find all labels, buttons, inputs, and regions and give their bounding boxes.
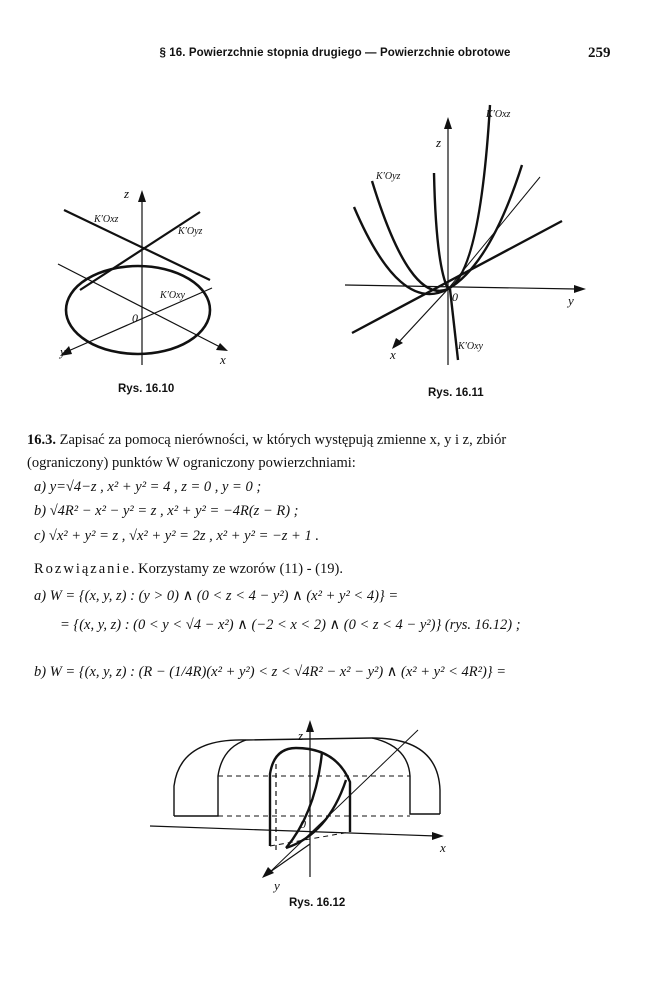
solution-heading: Rozwiązanie xyxy=(34,561,131,577)
fig10-x-label: x xyxy=(220,352,226,367)
caption-16-11: Rys. 16.11 xyxy=(428,387,484,399)
fig11-x-label: x xyxy=(390,347,396,362)
figure-16-11 xyxy=(340,95,590,380)
fig10-y-label: y xyxy=(60,344,66,359)
solution-intro: Rozwiązanie. Korzystamy ze wzorów (11) - (19). xyxy=(34,561,343,577)
exercise-statement-line1: 16.3. Zapisać za pomocą nierówności, w których występują zmienne x, y i z, zbiór xyxy=(27,432,507,448)
running-header: § 16. Powierzchnie stopnia drugiego — Powierzchnie obrotowe xyxy=(159,47,511,59)
fig10-koxz-label: K′Oxz xyxy=(94,214,119,225)
exercise-case-c: c) √x² + y² = z , √x² + y² = 2z , x² + y² = −z + 1 . xyxy=(34,528,319,544)
fig10-z-label: z xyxy=(124,186,130,201)
exercise-case-b: b) √4R² − x² − y² = z , x² + y² = −4R(z − R) ; xyxy=(34,503,299,519)
fig11-koyz-label: K′Oyz xyxy=(376,171,401,182)
fig10-koyz-label: K′Oyz xyxy=(178,226,203,237)
fig12-z-label: z xyxy=(298,728,304,743)
solution-a-line2: = {(x, y, z) : (0 < y < √4 − x²) ∧ (−2 < x < 2) ∧ (0 < z < 4 − y²)} (rys. 16.12) ; xyxy=(60,617,521,633)
figure-16-10 xyxy=(50,180,280,380)
page-number: 259 xyxy=(588,45,611,61)
exercise-statement-line2: (ograniczony) punktów W ograniczony powierzchniami: xyxy=(27,455,356,471)
fig12-origin-label: 0 xyxy=(300,817,306,831)
fig11-origin-label: 0 xyxy=(452,290,458,304)
fig11-koxz-label: K′Oxz xyxy=(486,109,511,120)
fig12-x-label: x xyxy=(440,840,446,855)
figure-16-12 xyxy=(146,712,466,892)
exercise-number: 16.3. xyxy=(27,432,56,448)
fig12-y-label: y xyxy=(274,878,280,893)
fig10-koxy-label: K′Oxy xyxy=(160,290,185,301)
solution-b-line: b) W = {(x, y, z) : (R − (1/4R)(x² + y²) < z < √4R² − x² − y²) ∧ (x² + y² < 4R²)} = xyxy=(34,664,506,680)
fig11-z-label: z xyxy=(436,135,442,150)
fig11-koxy-label: K′Oxy xyxy=(458,341,483,352)
exercise-case-a: a) y=√4−z , x² + y² = 4 , z = 0 , y = 0 ; xyxy=(34,479,262,495)
caption-16-12: Rys. 16.12 xyxy=(289,897,346,909)
fig11-y-label: y xyxy=(568,293,574,308)
solution-a-line1: a) W = {(x, y, z) : (y > 0) ∧ (0 < z < 4 − y²) ∧ (x² + y² < 4)} = xyxy=(34,588,399,604)
caption-16-10: Rys. 16.10 xyxy=(118,383,175,395)
fig10-origin-label: 0 xyxy=(132,311,138,325)
